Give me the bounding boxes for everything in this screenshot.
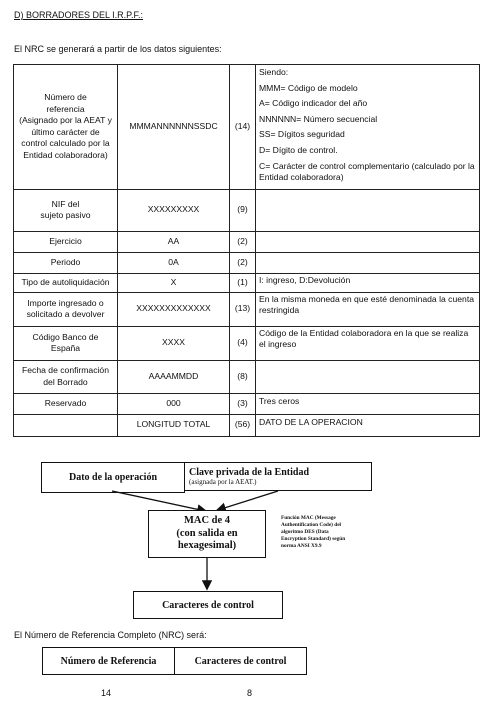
- field-length-cell: (14): [230, 65, 256, 190]
- field-length-cell: (2): [230, 252, 256, 273]
- intro-text: El NRC se generará a partir de los datos siguientes:: [14, 44, 222, 54]
- description-line: A= Código indicador del año: [259, 98, 368, 109]
- field-name-line: Número de: [44, 92, 87, 103]
- field-name-line: solicitado a devolver: [26, 309, 105, 320]
- field-format-cell: 0A: [118, 252, 230, 273]
- mac-box: [148, 510, 266, 558]
- field-name-line: Tipo de autoliquidación: [21, 276, 110, 287]
- mac-line-1: MAC de 4: [183, 515, 231, 527]
- nrc-reference-cell: Número de Referencia: [60, 655, 157, 667]
- mac-note-line: Authentification Code) del: [281, 521, 342, 528]
- field-format-cell: AAAAMMDD: [118, 360, 230, 393]
- field-length-cell: (2): [230, 231, 256, 252]
- field-format-cell: MMMANNNNNNSSDC: [118, 65, 230, 190]
- nrc-control-length: 8: [247, 688, 253, 698]
- description-line: SS= Dígitos seguridad: [259, 129, 345, 140]
- arrow-key-to-mac: [218, 491, 278, 510]
- field-format-cell: LONGITUD TOTAL: [118, 414, 230, 436]
- description-line: NNNNNN= Número secuencial: [259, 113, 378, 124]
- field-format-cell: XXXXXXXXX: [118, 189, 230, 231]
- field-name-line: Fecha de confirmación: [22, 365, 109, 376]
- field-length-cell: (4): [230, 326, 256, 360]
- mac-line-2: (con salida en: [176, 527, 238, 539]
- field-length-cell: (56): [230, 414, 256, 436]
- private-key-note: (asignada por la AEAT.): [189, 478, 257, 486]
- mac-note-line: Función MAC (Message: [281, 515, 336, 521]
- operation-data-label: Dato de la operación: [68, 472, 158, 483]
- field-name-line: sujeto pasivo: [40, 210, 91, 221]
- control-chars-box: [133, 591, 283, 619]
- control-chars-label: Caracteres de control: [162, 599, 254, 611]
- field-name-line: Importe ingresado o: [27, 297, 104, 308]
- field-format-cell: AA: [118, 231, 230, 252]
- nrc-reference-length: 14: [101, 688, 112, 698]
- nrc-control-cell: Caracteres de control: [174, 648, 306, 674]
- private-key-label: Clave privada de la Entidad: [189, 467, 310, 478]
- field-name-line: del Borrado: [43, 376, 88, 387]
- field-length-cell: (3): [230, 393, 256, 414]
- description-line: En la misma moneda en que esté denominada la cuenta restringida: [259, 293, 474, 316]
- mac-function-note: [281, 515, 371, 549]
- field-length-cell: (13): [230, 292, 256, 326]
- description-line: DATO DE LA OPERACION: [259, 417, 363, 428]
- field-name-line: NIF del: [51, 198, 80, 209]
- mac-note-line: Encryption Standard) según: [281, 535, 346, 542]
- description-line: Tres ceros: [259, 395, 300, 406]
- field-name-line: último carácter de: [31, 126, 100, 137]
- field-name-line: referencia: [46, 103, 85, 114]
- field-name-line: control calculado por la: [21, 138, 110, 149]
- field-format-cell: XXXX: [118, 326, 230, 360]
- description-line: D= Dígito de control.: [259, 144, 338, 155]
- field-name-line: Ejercicio: [49, 235, 82, 246]
- arrow-operation-to-mac: [112, 491, 205, 511]
- mac-line-3: hexagesimal): [177, 540, 237, 552]
- field-length-cell: (9): [230, 189, 256, 231]
- nrc-intro-text: El Número de Referencia Completo (NRC) será:: [14, 630, 207, 640]
- field-format-cell: XXXXXXXXXXXXX: [118, 292, 230, 326]
- description-line: C= Carácter de control complementario (calculado por la Entidad colaboradora): [259, 160, 475, 183]
- field-name-line: Código Banco de España: [32, 331, 99, 354]
- mac-note-line: norma ANSI X9.9: [281, 542, 322, 549]
- description-line: Código de la Entidad colaboradora en la que se realiza el ingreso: [259, 327, 469, 350]
- field-format-cell: X: [118, 273, 230, 292]
- field-format-cell: 000: [118, 393, 230, 414]
- description-line: I: ingreso, D:Devolución: [259, 274, 351, 285]
- field-name-line: Reservado: [44, 397, 87, 408]
- field-name-line: (Asignado por la AEAT y: [19, 115, 112, 126]
- field-name-line: Periodo: [50, 256, 81, 267]
- field-name-line: Entidad colaboradora): [23, 150, 108, 161]
- field-length-cell: (8): [230, 360, 256, 393]
- description-line: Siendo:: [259, 67, 289, 77]
- nrc-structure-table: [42, 647, 307, 675]
- section-title: D) BORRADORES DEL I.R.P.F.:: [14, 10, 144, 20]
- description-line: MMM= Código de modelo: [259, 82, 358, 93]
- mac-note-line: algoritmo DES (Data: [281, 528, 329, 535]
- field-length-cell: (1): [230, 273, 256, 292]
